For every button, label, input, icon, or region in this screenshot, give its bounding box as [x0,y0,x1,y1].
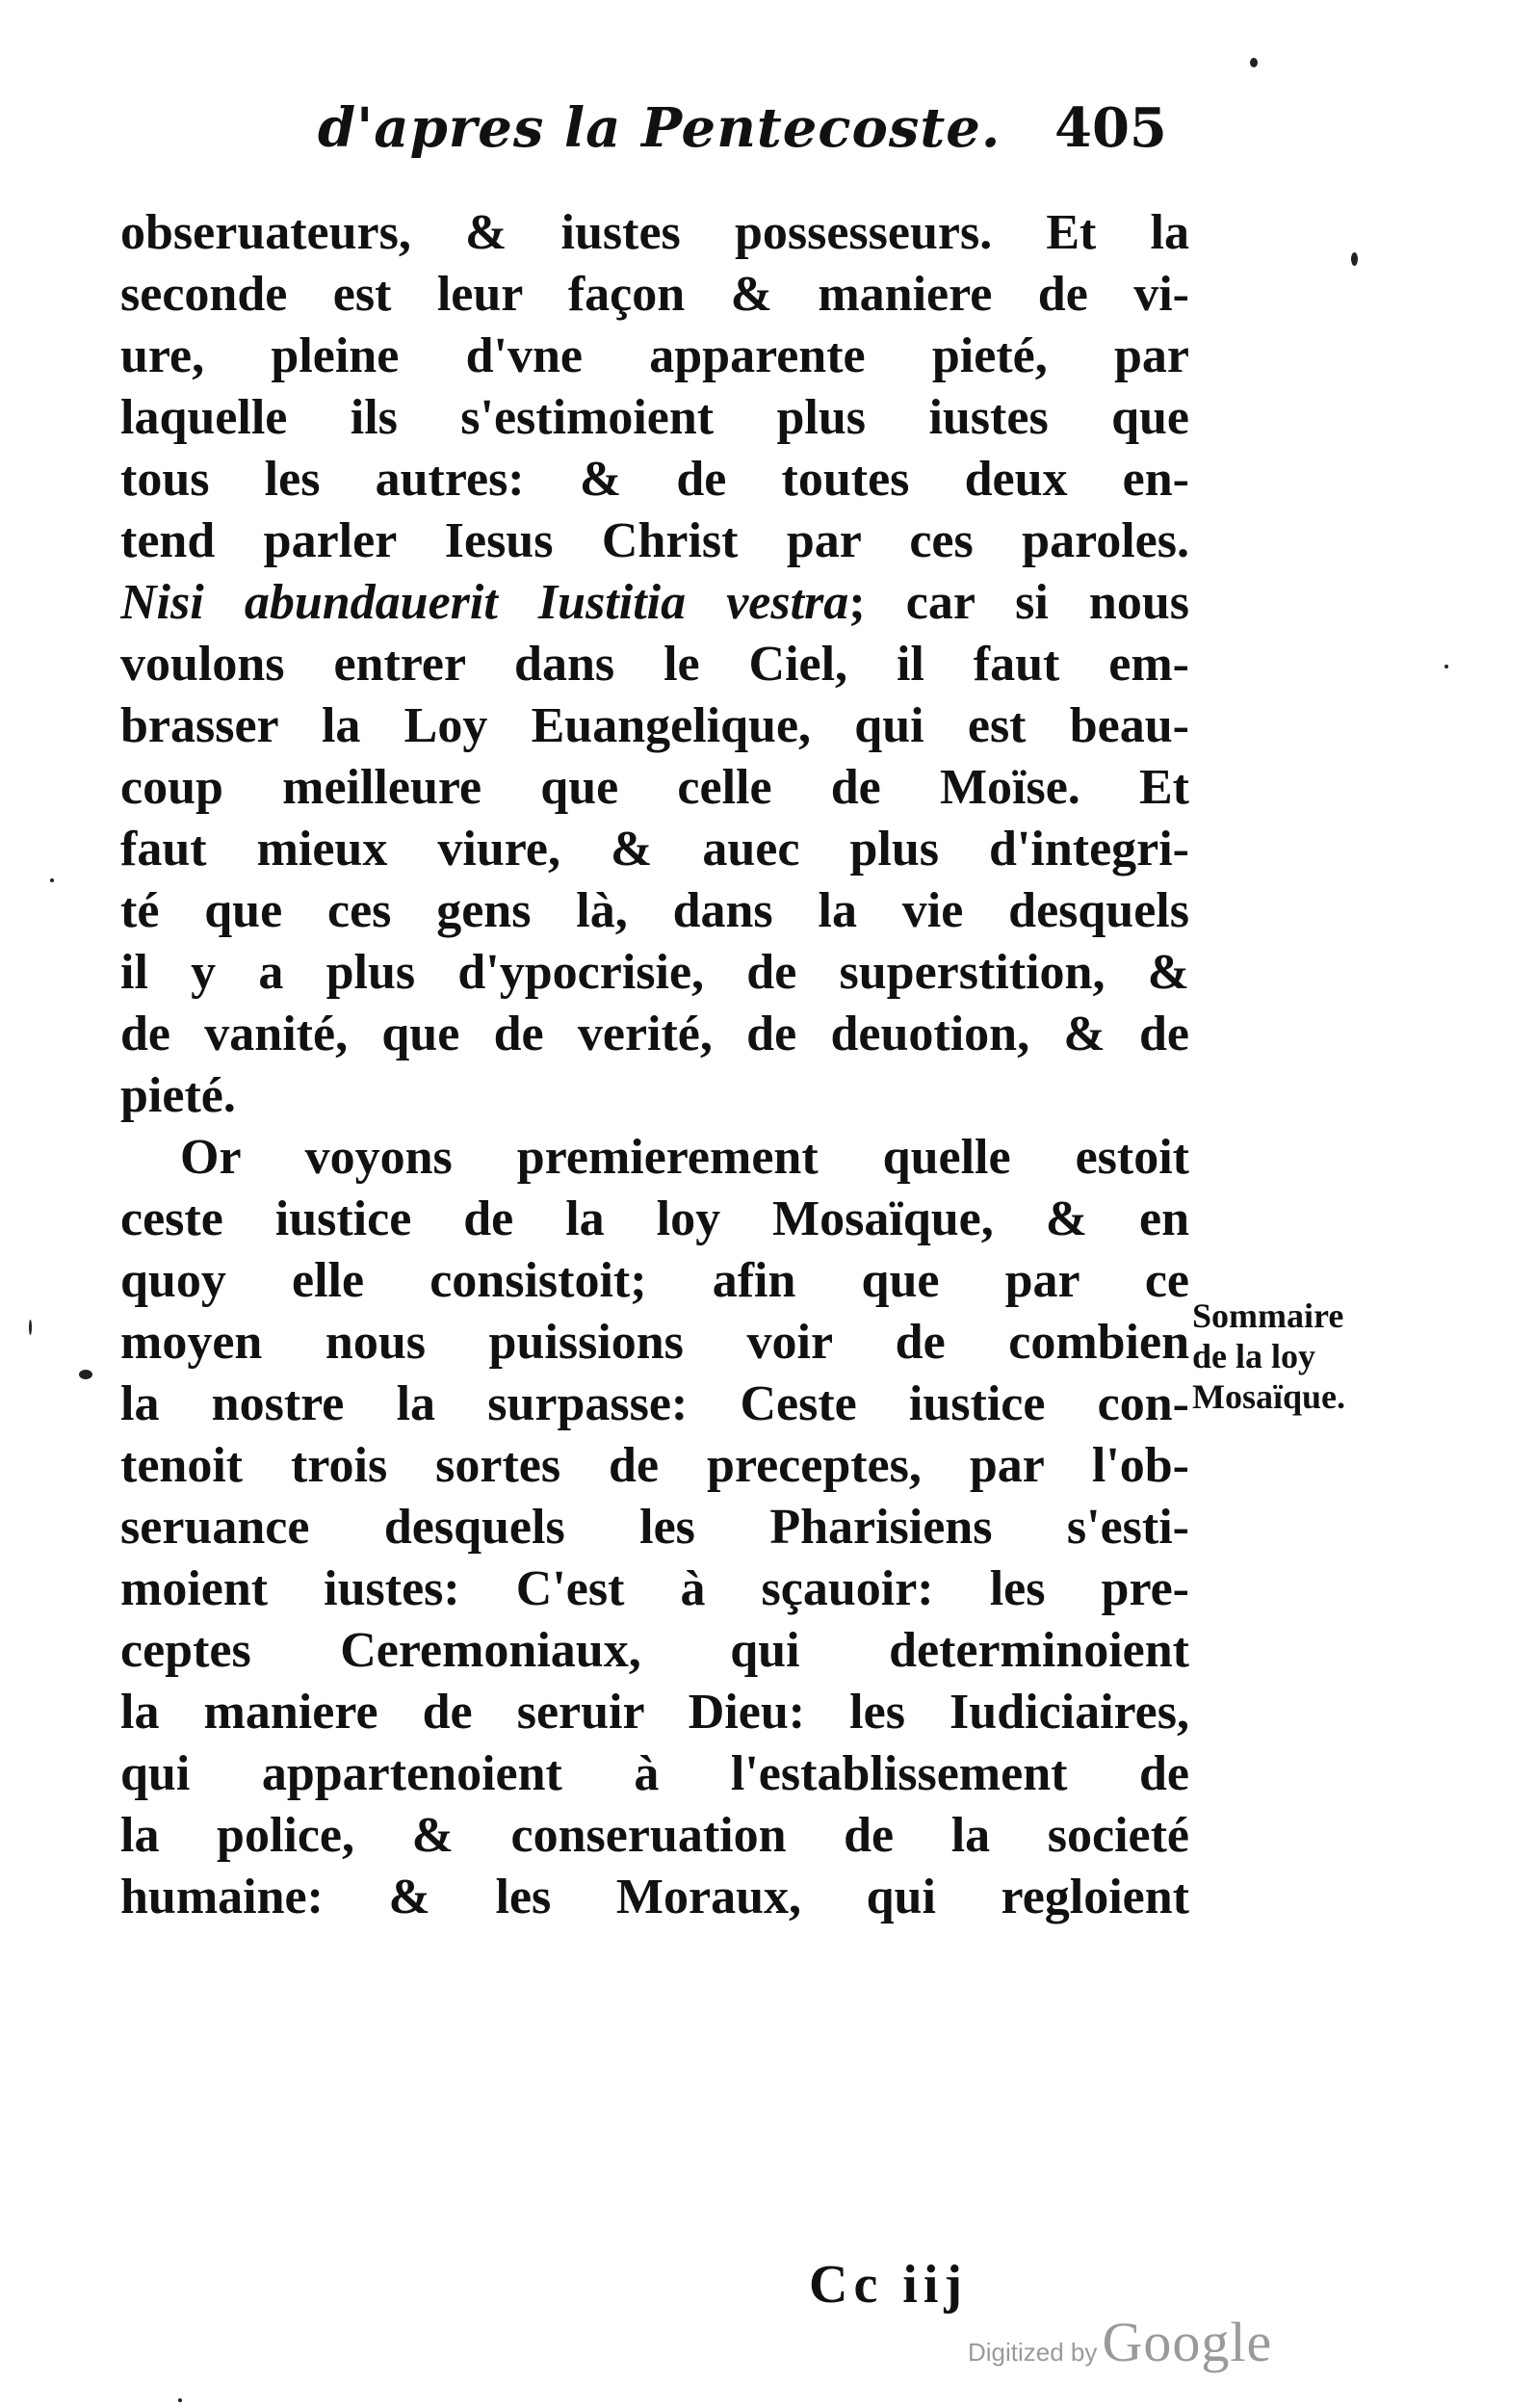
text-line-16: Or voyons premierement quelle estoit [180,1130,1189,1185]
text-line-8: voulons entrer dans le Ciel, il faut em- [120,637,1189,692]
text-line-4: laquelle ils s'estimoient plus iustes que [120,390,1189,445]
text-line-25: la maniere de seruir Dieu: les Iudiciaires, [120,1685,1189,1740]
ink-speck [1250,58,1258,67]
latin-quotation: Nisi abundauerit Iustitia vestra [120,575,849,630]
signature-mark: Cc iij [809,2255,969,2315]
text-line-7-italic-quote: Nisi abundauerit Iustitia vestra; car si nous [120,575,1189,630]
text-line-23: moient iustes: C'est à sçauoir: les pre- [120,1561,1189,1616]
digitized-watermark [968,2310,1272,2374]
text-line-2: seconde est leur façon & maniere de vi- [120,267,1189,322]
ink-speck [178,2398,182,2402]
text-line-19: moyen nous puissions voir de combien [120,1315,1189,1370]
watermark-prefix: Digitized by [968,2338,1098,2367]
ink-speck [29,1320,32,1335]
ink-speck [50,878,54,882]
text-line-5: tous les autres: & de toutes deux en- [120,452,1189,507]
running-head: d'apres la Pentecoste. [318,96,1002,160]
text-line-10: coup meilleure que celle de Moïse. Et [120,760,1189,815]
margin-note-line-1: Sommaire [1192,1296,1344,1335]
text-line-9: brasser la Loy Euangelique, qui est beau- [120,698,1189,753]
body-text [120,202,1189,1928]
text-line-28: humaine: & les Moraux, qui regloient [120,1870,1189,1924]
margin-note [1192,1296,1414,1417]
ink-speck [79,1370,92,1379]
text-line-1: obseruateurs, & iustes possesseurs. Et la [120,205,1189,260]
text-line-18: quoy elle consistoit; afin que par ce [120,1253,1189,1308]
text-line-20: la nostre la surpasse: Ceste iustice con- [120,1376,1189,1431]
margin-note-line-2: de la loy [1192,1337,1316,1375]
text-line-11: faut mieux viure, & auec plus d'integri- [120,822,1189,877]
text-line-17: ceste iustice de la loy Mosaïque, & en [120,1191,1189,1246]
text-line-22: seruance desquels les Pharisiens s'esti- [120,1500,1189,1555]
text-line-3: ure, pleine d'vne apparente pieté, par [120,328,1189,383]
text-line-26: qui appartenoient à l'establissement de [120,1746,1189,1801]
text-line-15: pieté. [120,1068,236,1123]
text-line-13: il y a plus d'ypocrisie, de superstition, & [120,945,1189,1000]
text-line-27: la police, & conseruation de la societé [120,1808,1189,1863]
ink-speck [1444,665,1448,668]
text-line-14: de vanité, que de verité, de deuotion, & de [120,1007,1189,1061]
text-line-6: tend parler Iesus Christ par ces paroles. [120,513,1189,568]
watermark-brand: Google [1102,2311,1273,2373]
page-number: 405 [1054,96,1167,160]
text-line-21: tenoit trois sortes de preceptes, par l'ob- [120,1438,1189,1493]
text-line-12: té que ces gens là, dans la vie desquels [120,883,1189,938]
text-line-24: ceptes Ceremoniaux, qui determinoient [120,1623,1189,1678]
margin-note-line-3: Mosaïque. [1192,1377,1346,1416]
ink-speck [1351,252,1358,266]
